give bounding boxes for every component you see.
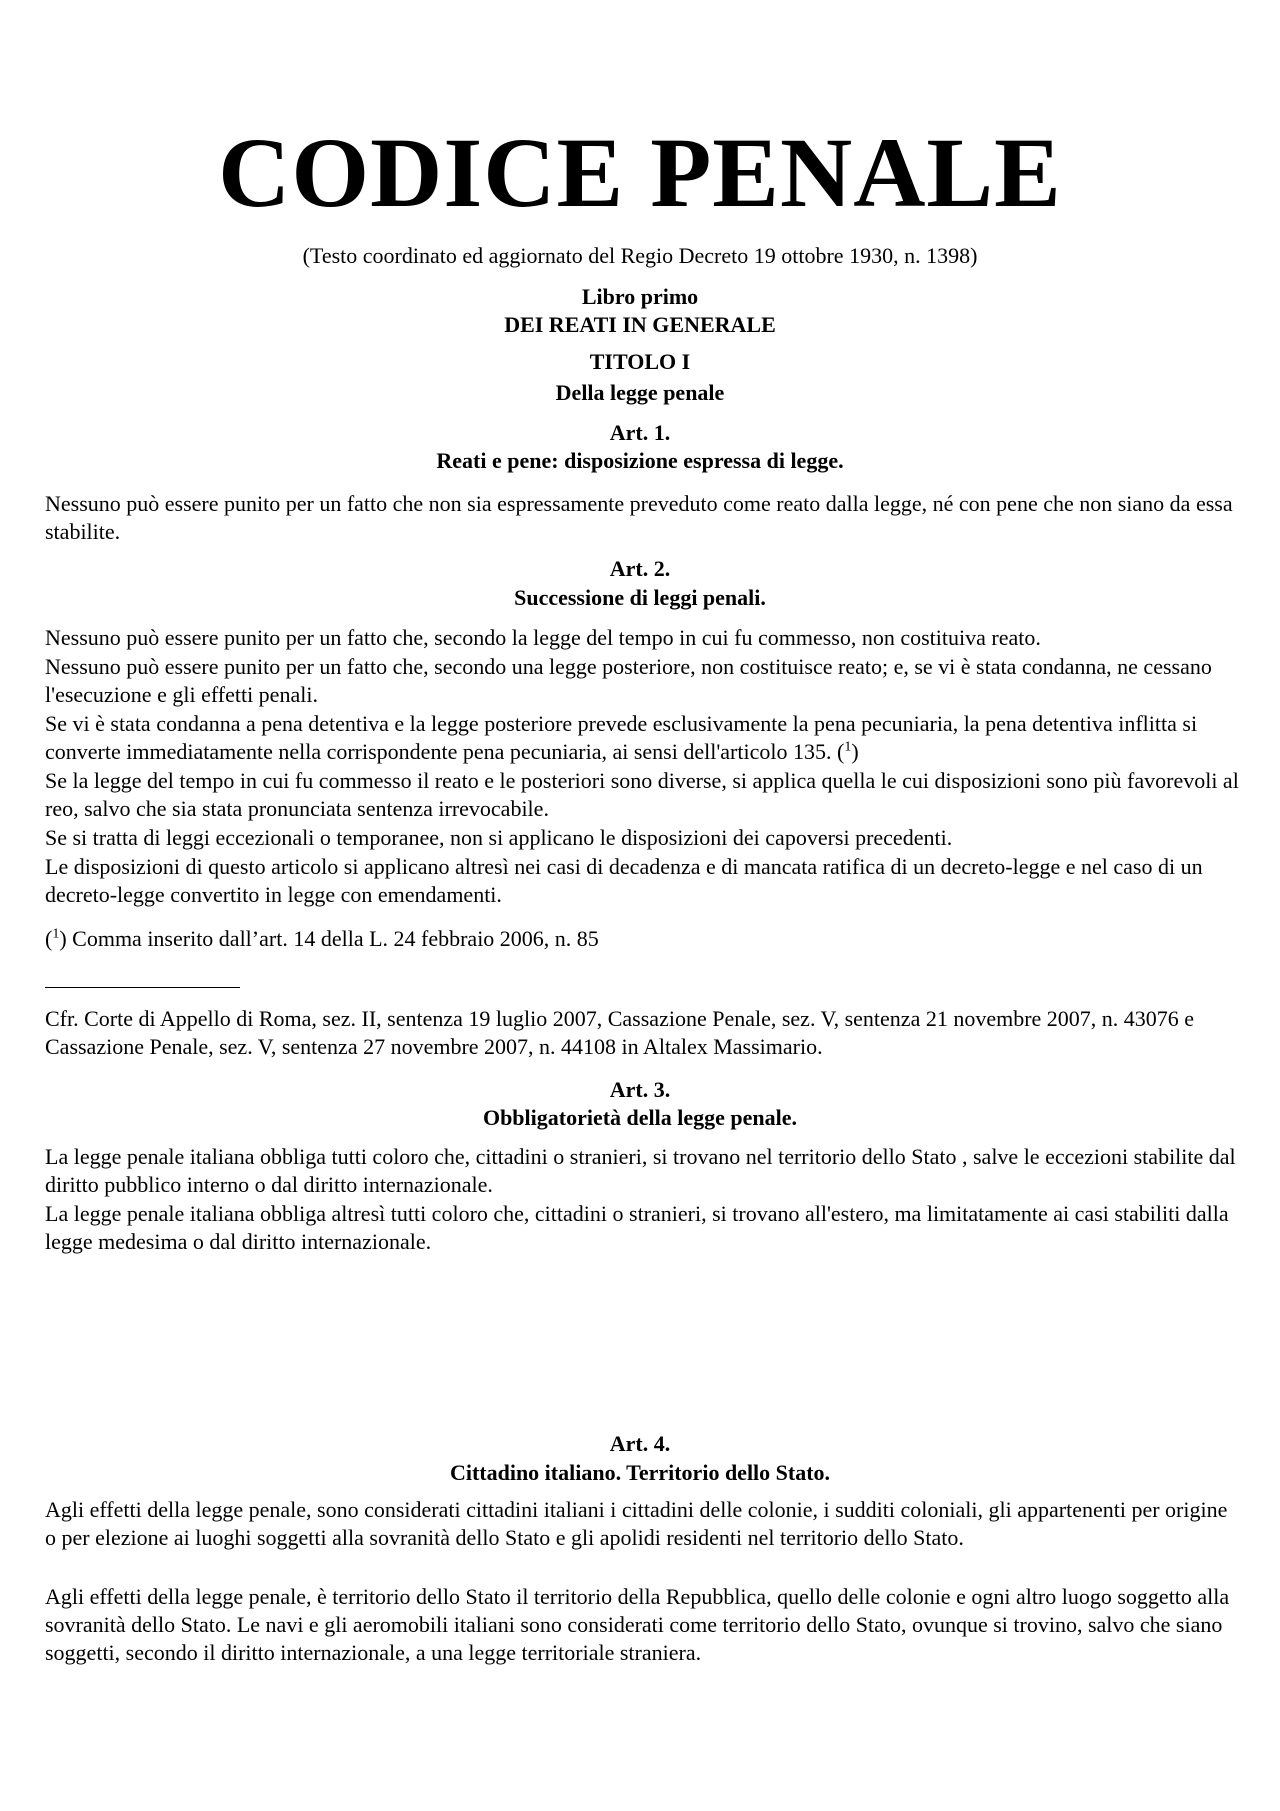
art2-footnote [45, 925, 1240, 953]
art2-paragraph-3-text: Se vi è stata condanna a pena detentiva e la legge posteriore prevede esclusivamente la pena pecuniaria, la pena detentiva inflitta si converte immediatamente nella corrispondente pena pecuniaria, ai sensi dell'articolo 135. ( [45, 711, 1198, 764]
art3-heading: Obbligatorietà della legge penale. [482, 1105, 798, 1130]
art2-number: Art. 2. [609, 556, 671, 581]
art1-heading: Reati e pene: disposizione espressa di legge. [436, 448, 844, 473]
footnote-separator [45, 987, 240, 988]
art4-paragraph-1: Agli effetti della legge penale, sono considerati cittadini italiani i cittadini delle colonie, i sudditi coloniali, gli appartenenti per origine o per elezione ai luoghi soggetti alla sovranità dello Stato e gli apolidi residenti nel territorio dello Stato. [45, 1497, 1228, 1550]
art1-number: Art. 1. [609, 420, 671, 445]
art2-cfr-note: Cfr. Corte di Appello di Roma, sez. II, sentenza 19 luglio 2007, Cassazione Penale, sez. V, sentenza 21 novembre 2007, n. 43076 e Cassazione Penale, sez. V, sentenza 27 novembre 2007, n. 44108 in Altalex Massimario. [45, 1006, 1195, 1059]
book-name: DEI REATI IN GENERALE [504, 312, 776, 337]
art2-paragraph-5: Se si tratta di leggi eccezionali o temporanee, non si applicano le disposizioni dei capoversi precedenti. [45, 825, 953, 850]
art3-paragraph-1: La legge penale italiana obbliga tutti coloro che, cittadini o stranieri, si trovano nel territorio dello Stato , salve le eccezioni stabilite dal diritto pubblico interno o dal diritto internazionale. [45, 1144, 1236, 1197]
footnote-marker: 1 [52, 926, 60, 942]
document-subtitle: (Testo coordinato ed aggiornato del Regio Decreto 19 ottobre 1930, n. 1398) [302, 243, 978, 268]
art2-paragraph-2: Nessuno può essere punito per un fatto che, secondo una legge posteriore, non costituisce reato; e, se vi è stata condanna, ne cessano l'esecuzione e gli effetti penali. [45, 654, 1212, 707]
art2-heading: Successione di leggi penali. [514, 585, 766, 610]
book-label: Libro primo [581, 284, 699, 309]
document-title: CODICE PENALE [218, 117, 1062, 228]
art2-paragraph-4: Se la legge del tempo in cui fu commesso il reato e le posteriori sono diverse, si applica quella le cui disposizioni sono più favorevoli al reo, salvo che sia stata pronunciata sentenza irrevocabile. [45, 768, 1239, 821]
art3-paragraph-2: La legge penale italiana obbliga altresì tutti coloro che, cittadini o stranieri, si trovano all'estero, ma limitatamente ai casi stabiliti dalla legge medesima o dal diritto internazionale. [45, 1201, 1229, 1254]
titolo-label: TITOLO I [589, 349, 691, 374]
art3-number: Art. 3. [609, 1077, 671, 1102]
art4-heading: Cittadino italiano. Territorio dello Stato. [449, 1460, 831, 1485]
footnote-text: ) Comma inserito dall’art. 14 della L. 24 febbraio 2006, n. 85 [59, 926, 599, 951]
art2-paragraph-6: Le disposizioni di questo articolo si applicano altresì nei casi di decadenza e di mancata ratifica di un decreto-legge e nel caso di un decreto-legge convertito in legge con emendamenti. [45, 854, 1203, 907]
art4-paragraph-2: Agli effetti della legge penale, è territorio dello Stato il territorio della Repubblica, quello delle colonie e ogni altro luogo soggetto alla sovranità dello Stato. Le navi e gli aeromobili italiani sono considerati come territorio dello Stato, ovunque si trovino, salvo che siano soggetti, secondo il diritto internazionale, a una legge territoriale straniera. [45, 1584, 1230, 1665]
art2-paragraph-3 [45, 710, 1240, 766]
art4-number: Art. 4. [609, 1431, 671, 1456]
footnote-open: ( [45, 926, 53, 951]
titolo-name: Della legge penale [555, 380, 725, 405]
art1-text: Nessuno può essere punito per un fatto che non sia espressamente preveduto come reato dalla legge, né con pene che non siano da essa stabilite. [45, 491, 1233, 544]
footnote-ref-close: ) [851, 739, 859, 764]
footnote-ref: 1 [844, 739, 852, 755]
art2-paragraph-1: Nessuno può essere punito per un fatto che, secondo la legge del tempo in cui fu commesso, non costituiva reato. [45, 625, 1041, 650]
